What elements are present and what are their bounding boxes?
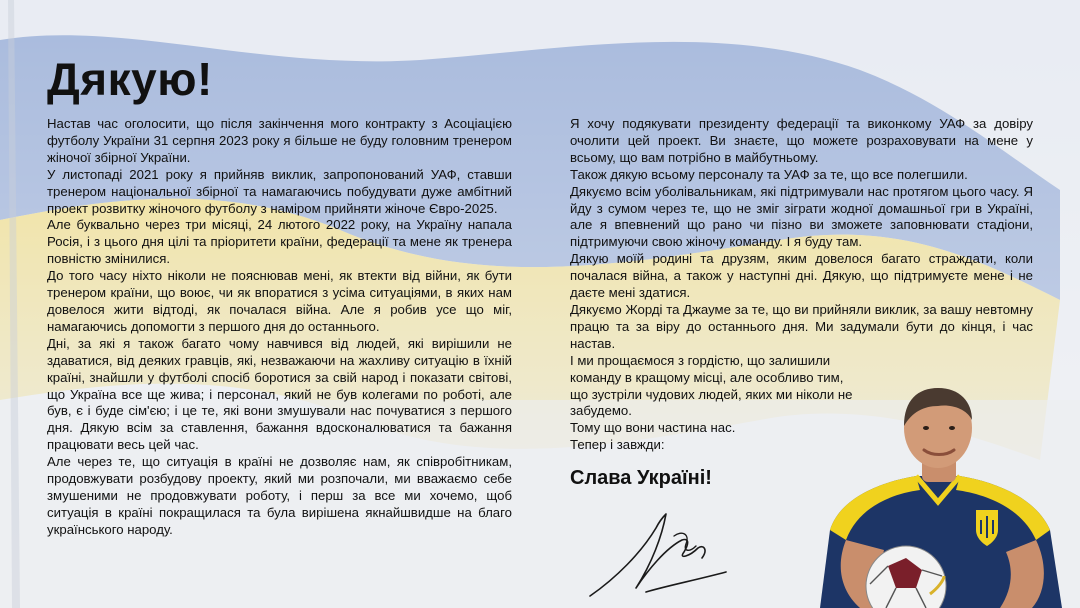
paragraph: У листопаді 2021 року я прийняв виклик, запропонований УАФ, ставши тренером національної збірної та намагаючись побудувати дуже амбітний проект розвитку жіночого футболу з наміром прийняти жіноче Євро-2025. [47, 166, 512, 216]
paragraph: Я хочу подякувати президенту федерації та виконкому УАФ за довіру очолити цей проект. Ви знаєте, що можете розраховувати на мене у всьому, що вам потрібно в майбутньому. [570, 116, 1033, 165]
closing-line: Тому що вони частина нас. [570, 420, 736, 436]
page-title: Дякую! [47, 53, 213, 105]
paragraph: До того часу ніхто ніколи не пояснював мені, як втекти від війни, як бути тренером країни, що воює, чи як впоратися з усіма ситуаціями, в яких нам довелося жити відтоді, як почалася війна. Але я робив усе що міг, намагаючись допомогти з першого дня до останнього. [47, 268, 512, 334]
paragraph: Але через те, що ситуація в країні не дозволяє нам, як співробітникам, продовжувати розбудову проекту, який ми розпочали, ми вважаємо себе змушеними не продовжувати роботу, і перш за все ми хочемо, щоб ситуація в країні покращилася та була вирішена якнайшвидше на благо українського народу. [47, 454, 512, 537]
paragraph: Також дякую всьому персоналу та УАФ за те, що все полегшили. [570, 166, 968, 182]
paragraph: Дні, за які я також багато чому навчився від людей, які вирішили не здаватися, від деяких гравців, які, незважаючи на жахливу ситуацію в їхній країні, знайшли у футболі спосіб боротися за свій народ і показати світові, що Україна все ще жива; і персонал, який не був колегами по роботі, але був, є і буде сім'єю; і це те, які вони змушували нас почуватися з першого дня. Дякую всім за ставлення, бажання вдосконалюватися та бажання працювати весь цей час. [47, 335, 512, 453]
paragraph: Дякуємо всім уболівальникам, які підтримували нас протягом цього часу. Я йду з сумом через те, що не зміг зіграти жодної домашньої гри в Україні, але я впевнений що рано чи пізно ви зможете заповнювати стадіони, підтримуючи свою жіночу команду. І я буду там. [570, 183, 1033, 250]
slogan: Слава Україні! [570, 467, 712, 490]
letter-left-column [47, 116, 512, 539]
paragraph: Але буквально через три місяці, 24 лютого 2022 року, на Україну напала Росія, і з цього дня цілі та пріоритети країни, федерації та мене як тренера повністю змінилися. [47, 217, 512, 267]
closing-line: Тепер і завжди: [570, 437, 665, 453]
paragraph: Дякуємо Жорді та Джауме за те, що ви прийняли виклик, за вашу невтомну працю та за віру до останнього дня. Ми задумали бути до кінця, і час настав. [570, 301, 1033, 351]
paragraph: Дякую моїй родині та друзям, яким довелося багато страждати, коли почалася війна, а також у наступні дні. Дякую, що підтримуєте мене і не даєте мені здатися. [570, 251, 1033, 301]
paragraph: Настав час оголосити, що після закінчення мого контракту з Асоціацією футболу України 31 серпня 2023 року я більше не буду головним тренером жіночої збірної України. [47, 116, 512, 165]
coach-photo [800, 380, 1080, 608]
closing-paragraph: І ми прощаємося з гордістю, що залишили команду в кращому місці, але особливо тим, що зустріли чудових людей, яких ми ніколи не забудемо. [570, 352, 853, 419]
handwritten-signature [586, 508, 736, 603]
